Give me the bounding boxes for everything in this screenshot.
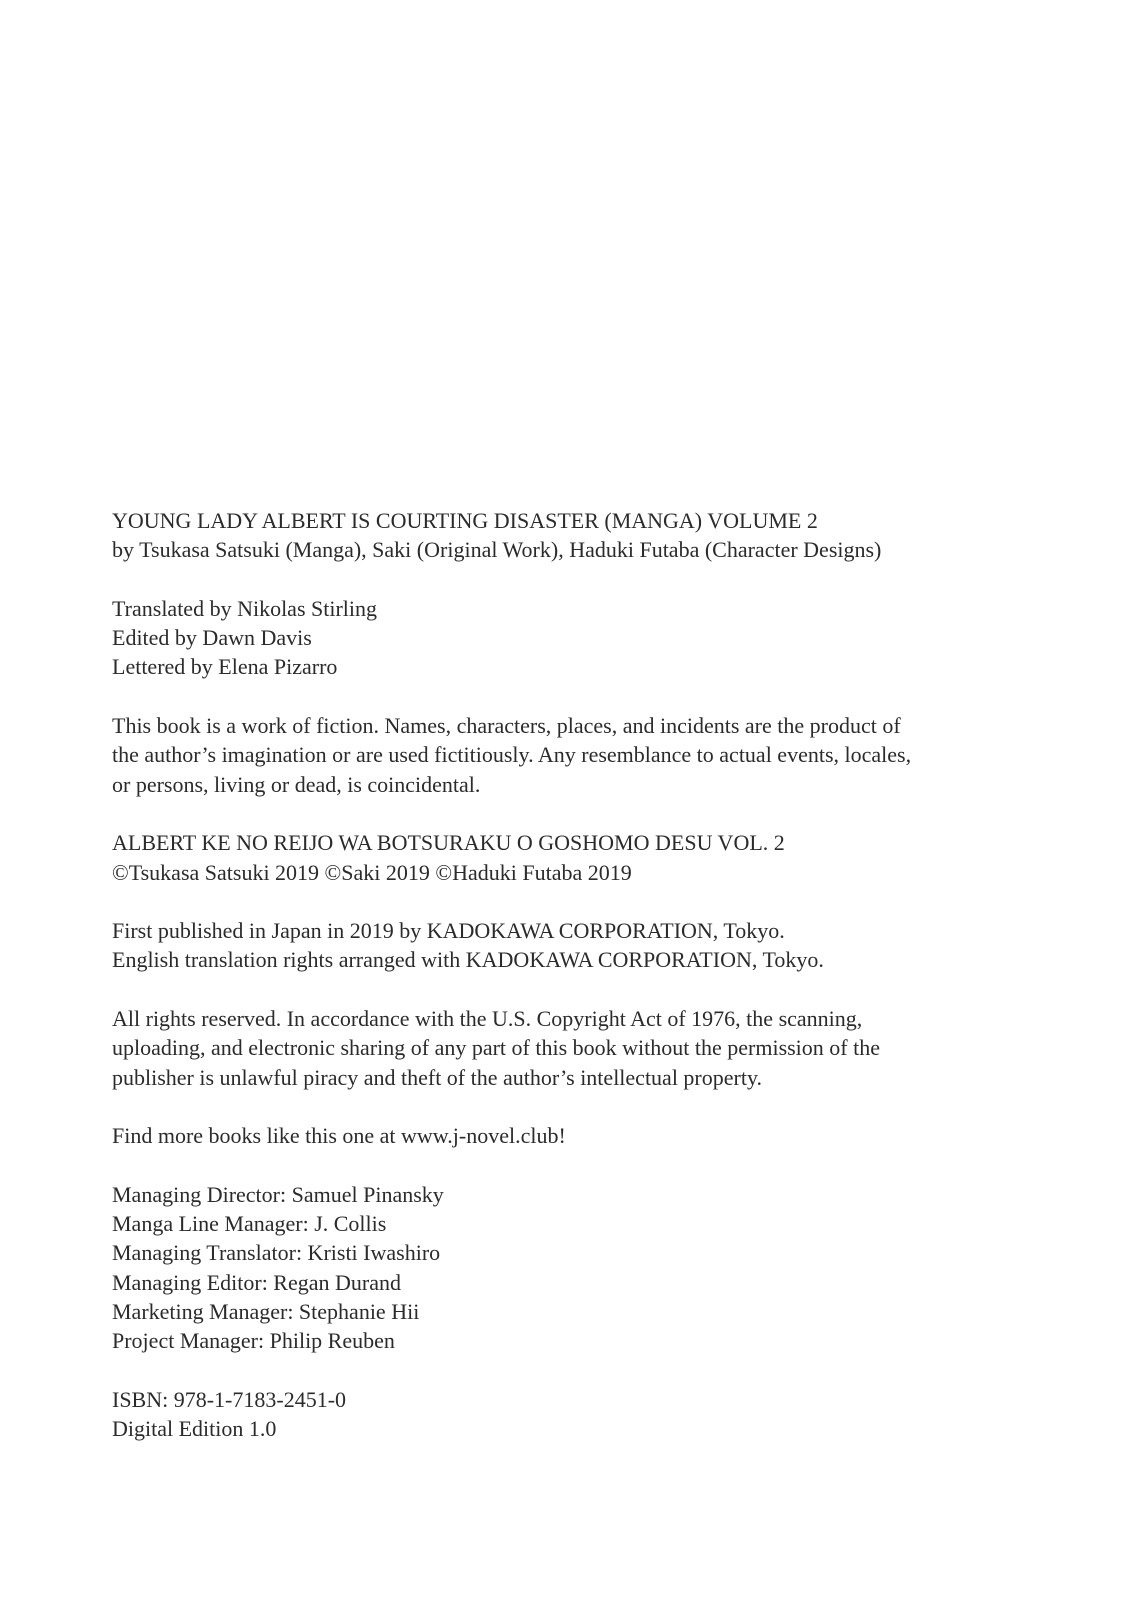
rights-notice-line: publisher is unlawful piracy and theft of the author’s intellectual property. [112,1064,763,1090]
edition-block [112,1385,1032,1444]
first-published-line: First published in Japan in 2019 by KADOKAWA CORPORATION, Tokyo. [112,918,785,944]
publication-block [112,916,1032,975]
copyright-holders: ©Tsukasa Satsuki 2019 ©Saki 2019 ©Haduki Futaba 2019 [112,859,632,885]
translator-credit: Translated by Nikolas Stirling [112,595,378,621]
fiction-notice-line: the author’s imagination or are used fictitiously. Any resemblance to actual events, locales, [112,742,912,768]
original-title-block [112,828,1032,887]
copyright-text-block [112,506,1032,1444]
staff-managing-translator: Managing Translator: Kristi Iwashiro [112,1240,441,1266]
fiction-notice-line: This book is a work of fiction. Names, characters, places, and incidents are the product of [112,713,901,739]
staff-marketing-manager: Marketing Manager: Stephanie Hii [112,1299,420,1325]
staff-managing-editor: Managing Editor: Regan Durand [112,1269,401,1295]
original-title: ALBERT KE NO REIJO WA BOTSURAKU O GOSHOMO DESU VOL. 2 [112,830,785,856]
find-more-line: Find more books like this one at www.j-novel.club! [112,1123,566,1149]
find-more-block [112,1121,1032,1150]
staff-block [112,1180,1032,1356]
rights-notice-line: uploading, and electronic sharing of any part of this book without the permission of the [112,1035,881,1061]
translation-rights-line: English translation rights arranged with KADOKAWA CORPORATION, Tokyo. [112,947,824,973]
letterer-credit: Lettered by Elena Pizarro [112,654,338,680]
digital-edition-line: Digital Edition 1.0 [112,1416,277,1442]
credits-block [112,594,1032,682]
book-title: YOUNG LADY ALBERT IS COURTING DISASTER (MANGA) VOLUME 2 [112,508,818,533]
fiction-notice-line: or persons, living or dead, is coincidental. [112,771,481,797]
rights-notice-line: All rights reserved. In accordance with the U.S. Copyright Act of 1976, the scanning, [112,1006,863,1032]
isbn-line: ISBN: 978-1-7183-2451-0 [112,1386,347,1412]
title-block [112,506,1032,565]
staff-manga-line-manager: Manga Line Manager: J. Collis [112,1211,387,1237]
staff-managing-director: Managing Director: Samuel Pinansky [112,1181,444,1207]
editor-credit: Edited by Dawn Davis [112,625,312,651]
rights-notice [112,1004,1032,1092]
authors-line: by Tsukasa Satsuki (Manga), Saki (Original Work), Haduki Futaba (Character Designs) [112,537,882,563]
fiction-notice [112,711,1032,799]
staff-project-manager: Project Manager: Philip Reuben [112,1328,395,1354]
